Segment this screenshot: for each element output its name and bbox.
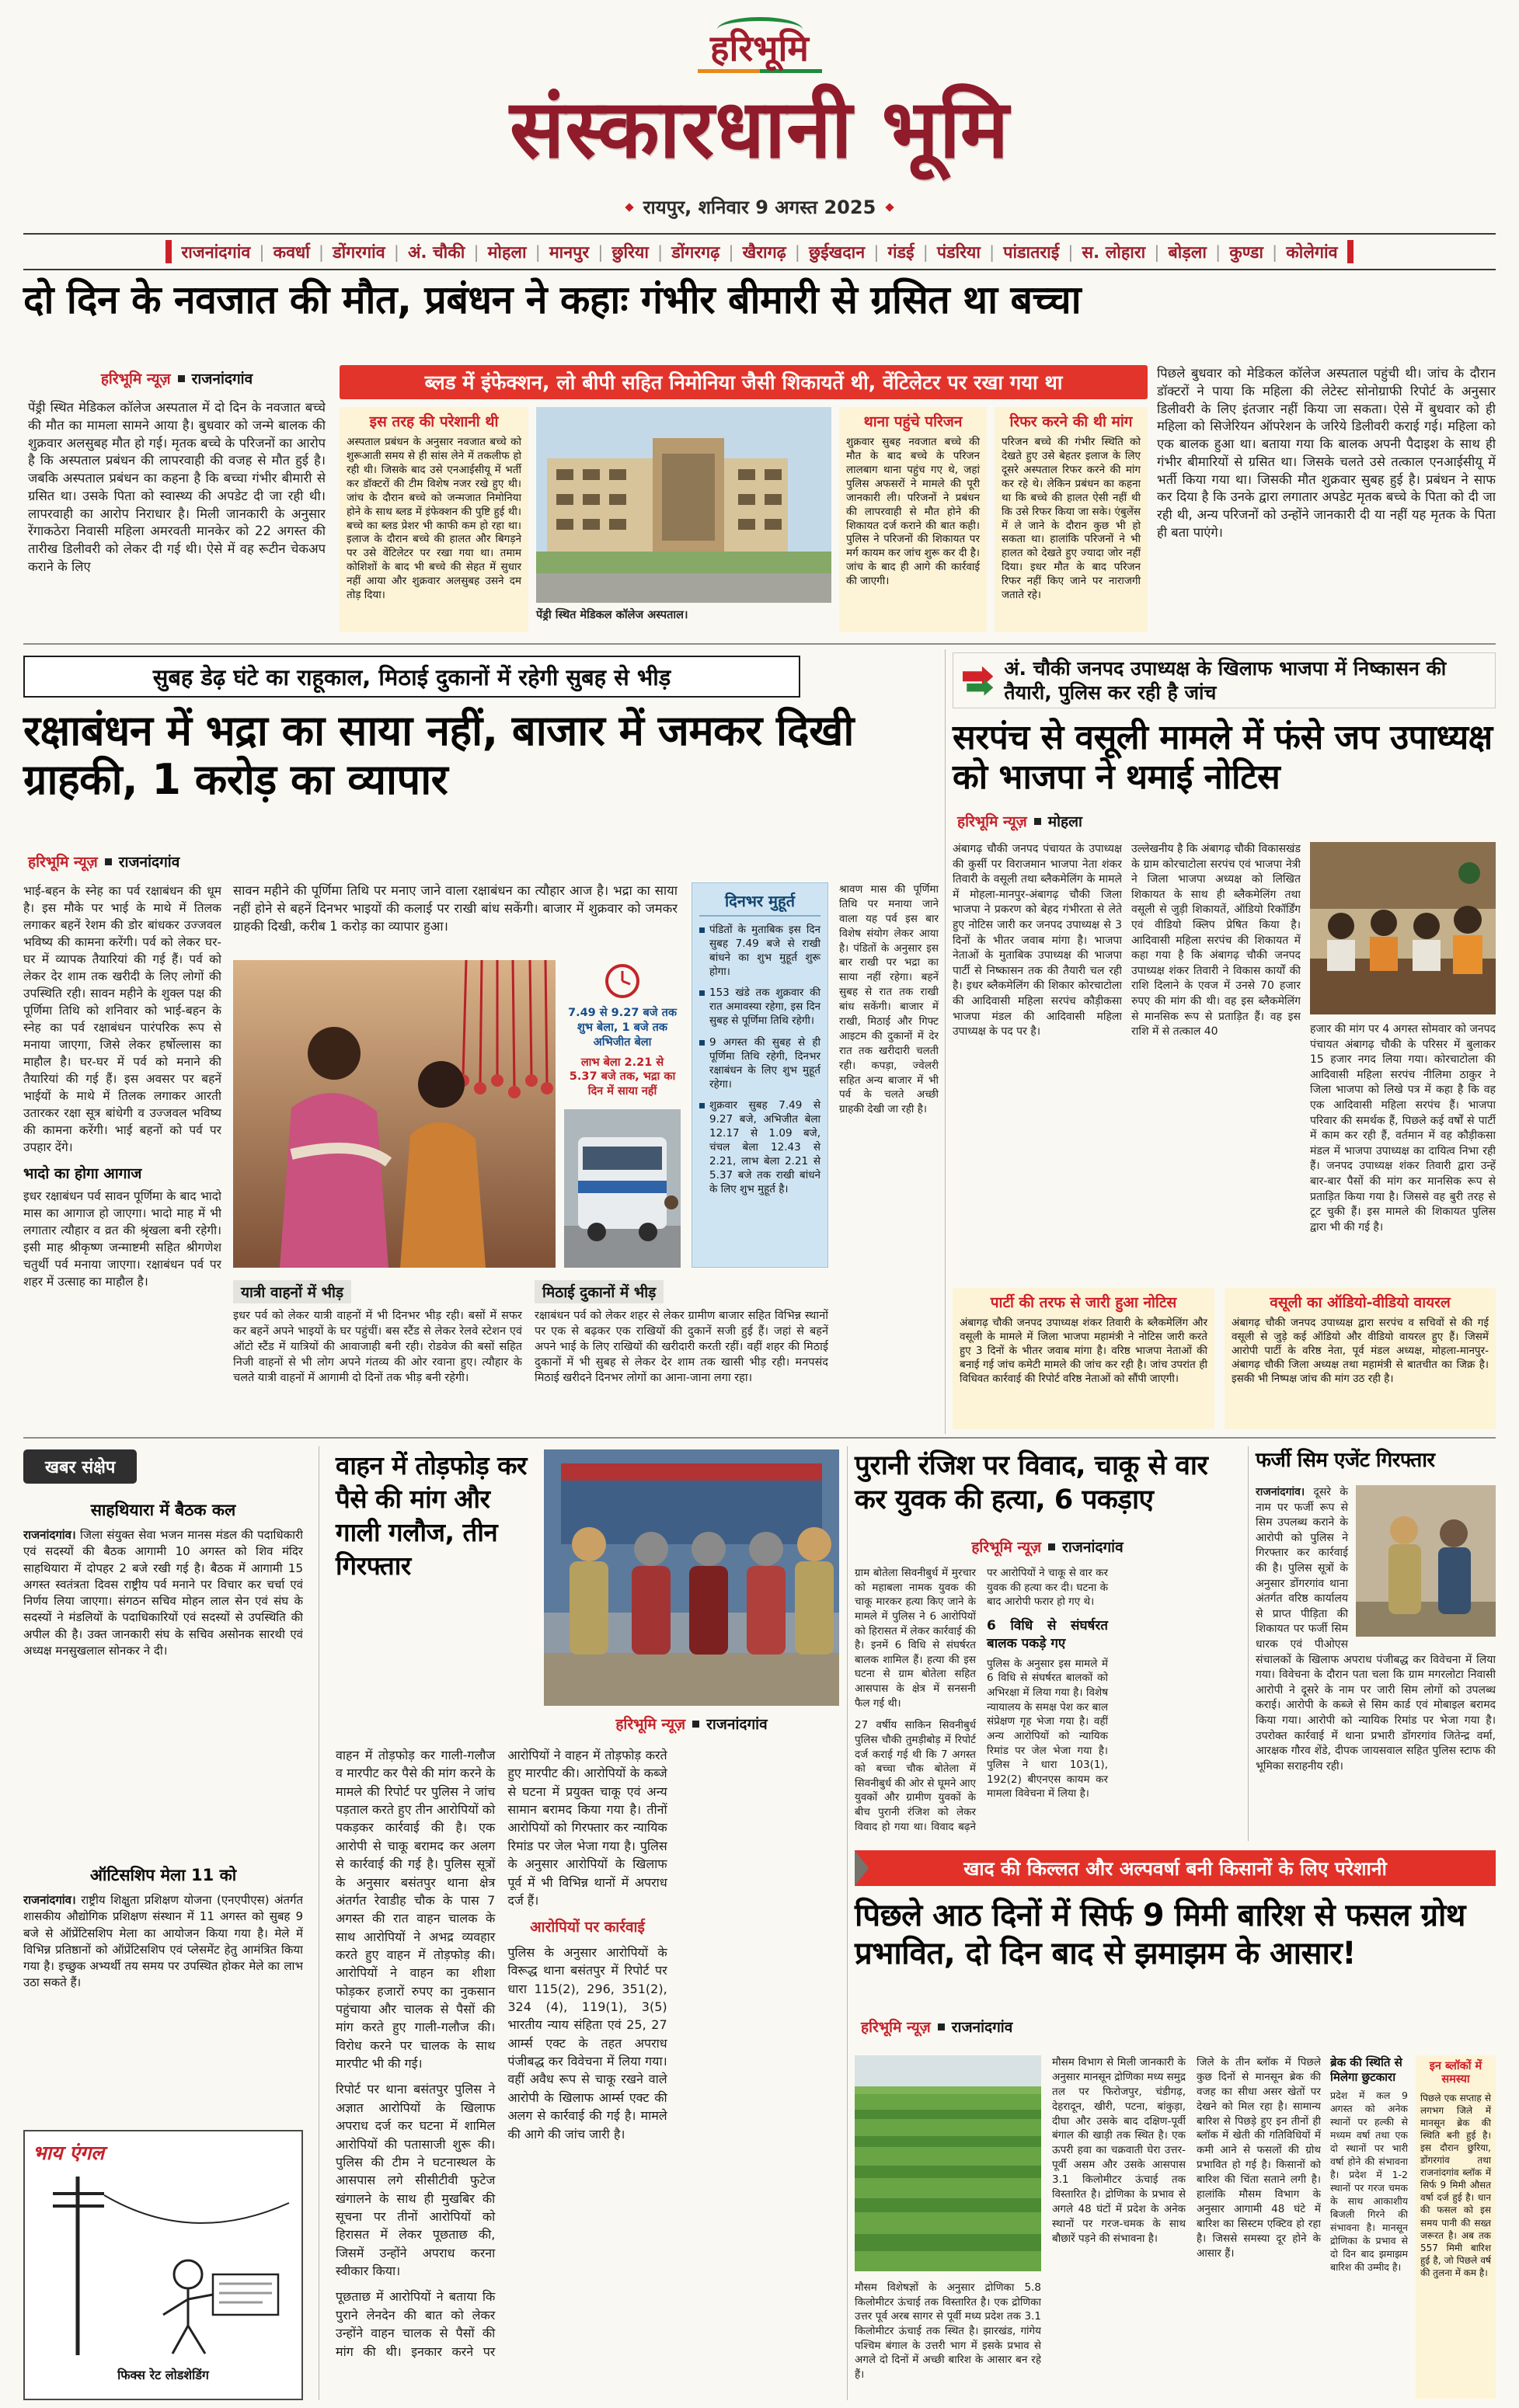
masthead [0, 0, 1519, 225]
date-diamond-icon [625, 203, 633, 211]
byline-agency: हरिभूमि न्यूज़ [971, 1539, 1042, 1556]
subhead-action: आरोपियों पर कार्रवाई [530, 1919, 645, 1936]
muhurat-time-box [564, 960, 681, 1101]
factbox-viral [1225, 1288, 1496, 1429]
byline-agency: हरिभूमि न्यूज़ [957, 813, 1027, 830]
cities-nav [23, 233, 1496, 270]
byline-separator [1034, 818, 1041, 825]
byline-agency: हरिभूमि न्यूज़ [28, 854, 98, 871]
story-headline: फर्जी सिम एजेंट गिरफ्तार [1256, 1449, 1435, 1472]
story-body-left: पेंड्री स्थित मेडिकल कॉलेज अस्पताल में दो दिन के नवजात बच्चे की मौत का मामला सामने आया है। बुधवार को जन्मे बालक की शुक्रवार अलसुबह मौत हो गई। मृतक बच्चे के परिजनों का आरोप है कि अस्पताल प्रबंधन की लापरवाही की वजह से मौत हुई है। जबकि अस्पताल प्रबंधन का कहना है कि बच्चा गंभीर बीमारी से ग्रसित था। उसके पिता को स्वास्थ्य की अपडेट दी जा रही थी। लापरवाही का आरोप निराधार है। मिली जानकारी के अनुसार रेंगाकठेरा निवासी महिला अमरवती मानकेर को 22 अगस्त की तारीख डिलीवरी को लेकर दी गई थी। ऐसे में वह रूटीन चेकअप कराने के लिए [28, 400, 326, 574]
sub-story-sweets [535, 1280, 828, 1428]
dateline-text: रायपुर, शनिवार 9 अगस्त 2025 [643, 197, 876, 218]
section-divider [23, 1437, 1496, 1439]
muhurat-item: 9 अगस्त की सुबह से ही पूर्णिमा तिथि रहेगी, दिनभर रक्षाबंधन के लिए शुभ मुहूर्त रहेगा। [699, 1035, 820, 1091]
nav-city-an-chauki: | अं. चौकी [385, 241, 465, 263]
factbox-text: अस्पताल प्रबंधन के अनुसार नवजात बच्चे को शुरूआती समय से ही सांस लेने में तकलीफ हो रही थी। जिसके बाद उसे एनआईसीयू में भर्ती कर डॉक्टरों की टीम विशेष नजर रखे हुए थी। जांच के दौरान बच्चे को जन्मजात निमोनिया होने के साथ ब्लड में इंफेक्शन की पुष्टि हुई थी। बच्चे का ब्लड प्रेशर भी काफी कम हो रहा था। इलाज के दौरान बच्चे की हालत और बिगड़ने पर उसे वेंटिलेटर पर रखा गया था। तमाम कोशिशों के बाद भी बच्चे की सेहत में सुधार नहीं आया और शुक्रवार अलसुबह उसने दम तोड़ दिया। [347, 435, 521, 602]
muhurat-list-box [692, 882, 828, 1268]
strip-text: खाद की किल्लत और अल्पवर्षा बनी किसानों के लिए परेशानी [963, 1856, 1387, 1880]
nav-city-kunda: | कुण्डा [1207, 241, 1263, 263]
sub-story-title: ब्रेक की स्थिति से मिलेगा छुटकारा [1330, 2055, 1402, 2084]
photo-caption: पेंड्री स्थित मेडिकल कॉलेज अस्पताल। [536, 609, 688, 621]
story-body [1256, 1485, 1496, 1836]
byline [855, 1536, 1240, 1557]
muhurat-box-title: दिनभर मुहूर्त [699, 890, 820, 917]
factbox-title: इस तरह की परेशानी थी [369, 413, 499, 430]
story-col-photo-below: मौसम विशेषज्ञों के अनुसार द्रोणिका 5.8 किलोमीटर ऊंचाई तक विस्तारित है। एक द्रोणिका उत्तर पूर्व अरब सागर से पूर्वी मध्य प्रदेश तक 3.1 किलोमीटर ऊंचाई तक स्थित है। झारखंड, गांगेय पश्चिम बंगाल के उत्तरी भाग में इसके प्रभाव से अगले दो दिनों में अच्छी बारिश के आसार बन रहे हैं। [855, 2281, 1041, 2381]
nav-city-dongargaon: | डोंगरगांव [310, 241, 385, 263]
byline-place: राजनांदगांव [191, 371, 253, 388]
byline-agency: हरिभूमि न्यूज़ [861, 2019, 931, 2036]
sim-agent-photo-art [1356, 1485, 1496, 1637]
briefs-header [23, 1449, 137, 1484]
byline [23, 368, 330, 388]
story-headline: सरपंच से वसूली मामले में फंसे जप उपाध्यक्ष को भाजपा ने थमाई नोटिस [953, 718, 1493, 798]
bus-stand-photo [564, 1109, 681, 1268]
logo-tricolor-bar [698, 69, 822, 73]
story-paragraph: पूछताछ में आरोपियों ने बताया कि पुराने लेनदेन की बात को लेकर उन्होंने वाहन चालक से पैसों की मांग की थी। इनकार करने पर आरोपियों ने वाहन में तोड़फोड़ करते हुए मारपीट की। आरोपियों के कब्जे से घटना में प्रयुक्त चाकू एवं अन्य सामान बरामद किया गया है। तीनों आरोपियों को गिरफ्तार कर न्यायिक रिमांड पर जेल भेजा गया है। पुलिस के अनुसार आरोपियों के खिलाफ पूर्व में भी विभिन्न थानों में अपराध दर्ज हैं। [336, 1748, 667, 2359]
brief-title: ऑटिसशिप मेला 11 को [89, 1866, 237, 1884]
byline-agency: हरिभूमि न्यूज़ [615, 1716, 686, 1733]
nav-city-dongargarh: | डोंगरगढ़ [649, 241, 719, 263]
factbox-blocks [1416, 2055, 1496, 2399]
nav-city-mohla: | मोहला [465, 241, 526, 263]
factbox-title: थाना पहुंचे परिजन [863, 413, 963, 430]
byline-place: राजनांदगांव [118, 854, 180, 871]
byline-separator [105, 858, 112, 865]
brief-item-mela [23, 1864, 303, 2113]
story-paragraph: 27 वर्षीय साकिन सिवनीबुर्ध पुलिस चौकी तुमड़ीबोड़ में रिपोर्ट दर्ज कराई गई थी कि 7 अगस्त को बच्चा चौक बोतेला में सिवनीबुर्ध की ओर से घूमने आए युवकों और ग्रामीण युवकों के बीच पुरानी रंजिश को लेकर विवाद हो गया था। विवाद बढ़ने पर आरोपियों ने चाकू से वार कर युवक की हत्या कर दी। घटना के बाद आरोपी फरार हो गए थे। [855, 1567, 1108, 1833]
logo-text: हरिभूमि [710, 27, 809, 69]
story-paragraph: पुलिस के अनुसार इस मामले में 6 विधि से संघर्षरत बालकों को अभिरक्षा में लिया गया है। विशेष न्यायालय के समक्ष पेश कर बाल संप्रेक्षण गृह भेजा गया है। वहीं अन्य आरोपियों को न्यायिक रिमांड पर जेल भेजा गया है। पुलिस ने धारा 103(1), 192(2) बीएनएस कायम कर मामला विवेचना में लिया है। [987, 1657, 1108, 1801]
brief-body: राष्ट्रीय शिक्षुता प्रशिक्षण योजना (एनएपीएस) अंतर्गत शासकीय औद्योगिक प्रशिक्षण संस्थान में 11 अगस्त को सुबह 9 बजे से ऑप्रेंटिसशिप मेला का आयोजन किया गया है। मेले में विभिन्न प्रतिष्ठानों को ऑप्रेंटिसशिप एवं प्लेसमेंट हेतु आमंत्रित किया गया है। इच्छुक अभ्यर्थी तय समय पर उपस्थित होकर मेले का लाभ उठा सकते हैं। [23, 1893, 303, 1990]
strip-notch-icon [855, 1850, 869, 1886]
story-columns [336, 1746, 839, 2368]
byline-agency: हरिभूमि न्यूज़ [100, 371, 171, 388]
byline [957, 811, 1268, 831]
cartoon-box [23, 2130, 303, 2400]
nav-city-gandai: | गंडई [865, 241, 914, 263]
story-paragraph: भाई-बहन के स्नेह का पर्व रक्षाबंधन की धूम है। इस मौके पर भाई के माथे में तिलक लगाकर बहनें रेशम की डोर बांधकर उज्जवल भविष्य की कामना करेंगी। पर्व को लेकर घर-घर में व्यापक तैयारियां की गई हैं। पर्व को लेकर देर शाम तक खरीदी के लिए लोगों की उपस्थिति रही। सावन महीने के शुक्ल पक्ष की पूर्णिमा तिथि को शनिवार को भाई-बहन के स्नेह का पर्व रक्षाबंधन पारंपरिक रूप से मनाया जाएगा, जिसे लेकर हर्षोल्लास का माहौल है। घर-घर में पर्व को मनाने की तैयारियां की गई हैं। इस अवसर पर बहनें भाईयों के माथे में तिलक लगाकर आरती उतारकर रक्षा सूत्र बांधेगी व उज्जवल भविष्य की कामना करेंगी। भाई बहनों को पर्व पर उपहार देंगे। [23, 884, 221, 1154]
factbox-text: पिछले एक सप्ताह से लगभग जिले में मानसून ब्रेक की स्थिति बनी हुई है। इस दौरान छुरिया, डोंगरगांव तथा राजनांदगांव ब्लॉक में सिर्फ 9 मिमी औसत वर्षा दर्ज हुई है। धान की फसल को इस समय पानी की सख्त जरूरत है। अब तक 557 मिमी बारिश हुई है, जो पिछले वर्ष की तुलना में कम है। [1420, 2092, 1491, 2278]
nav-city-bodla: | बोड़ला [1145, 241, 1207, 263]
section-divider [23, 643, 1496, 645]
nav-city-chhuikhadан: | छुईखदान [786, 241, 865, 263]
newspaper-logo [698, 17, 822, 73]
shubh-bela-time: 7.49 से 9.27 बजे तक शुभ बेला, 1 बजे तक अभिजीत बेला [568, 1007, 677, 1049]
bjp-meeting-photo [1310, 842, 1496, 1014]
factbox-text: अंबागढ़ चौकी जनपद उपाध्यक्ष शंकर तिवारी के ब्लैकमेलिंग और वसूली के मामले में जिला भाजपा महामंत्री ने नोटिस जारी करते हुए 3 दिनों के भीतर जवाब मांगा है। वरिष्ठ भाजपा नेताओं की बनाई गई जांच कमेटी मामले की जांच कर रही है। जांच उपरांत ही विधिवत कार्रवाई की रिपोर्ट वरिष्ठ नेताओं को सौंपी जाएगी। [960, 1316, 1207, 1385]
nav-city-churiya: | छुरिया [589, 241, 649, 263]
story-col-2: उल्लेखनीय है कि अंबागढ़ चौकी विकासखंड के ग्राम कोरचाटोला सरपंच एवं भाजपा नेत्री ने जिला भाजपा अध्यक्ष को लिखित शिकायत के साथ ही ब्लैकमेलिंग तथा वसूली से जुड़ी शिकायतें, ऑडियो रिकॉर्डिंग एवं वीडियो क्लिप प्रेषित किया है। आदिवासी महिला सरपंच की शिकायत में कहा गया है कि अंबागढ़ चौकी जनपद उपाध्यक्ष शंकर तिवारी ने विकास कार्यों की राशि दिलाने के एवज में उनसे 70 हजार रुपए की मांग की थी। वह इस ब्लैकमेलिंग से मानसिक रूप से प्रताड़ित हैं। वह इस राशि में से तत्काल 40 [1131, 843, 1301, 1039]
brief-place: राजनांदगांव। [23, 1528, 76, 1542]
factbox-notice [953, 1288, 1214, 1429]
muhurat-item: 153 खंडे तक शुक्रवार की रात अमावस्या रहेगा, इस दिन सुबह से पूर्णिमा तिथि रहेगी। [699, 986, 820, 1028]
story-body [855, 1566, 1240, 1838]
byline-place: मोहला [1047, 813, 1082, 830]
byline-place: राजनांदगांव [1062, 1539, 1124, 1556]
byline [544, 1714, 839, 1734]
factbox-title: रिफर करने की थी मांग [1009, 413, 1133, 430]
hospital-photo-art [536, 407, 831, 603]
bus-stand-photo-art [564, 1109, 681, 1268]
factbox-title: वसूली का ऑडियो-वीडियो वायरल [1270, 1294, 1451, 1311]
brief-item-meeting [23, 1499, 303, 1841]
nav-city-pandatarai: | पांडातराई [981, 241, 1059, 263]
factbox-problems [340, 407, 528, 632]
brief-place: राजनांदगांव। [23, 1893, 76, 1907]
muhurat-item: शुक्रवार सुबह 7.49 से 9.27 बजे, अभिजीत बेला 12.17 से 1.09 बजे, चंचल बेला 12.43 से 2.21, लाभ बेला 2.21 से 5.37 बजे तक राखी बांधने के लिए शुभ मुहूर्त है। [699, 1098, 820, 1197]
hospital-photo-figure [536, 407, 831, 632]
story-col-4: श्रावण मास की पूर्णिमा तिथि पर मनाया जाने वाला यह पर्व इस बार विशेष संयोग लेकर आया है। पंडितों के अनुसार इस बार राखी पर भद्रा का साया नहीं रहेगा। बहनें सुबह से रात तक राखी बांध सकेंगी। बाजार में राखी, मिठाई और गिफ्ट आइटम की दुकानों में देर रात तक खरीदारी चलती रही। कपड़ा, ज्वेलरी सहित अन्य बाजार में भी पर्व के चलते अच्छी ग्राहकी देखी जा रही है। [839, 883, 939, 1116]
paddy-field-photo-art [855, 2055, 1041, 2271]
story-paragraph: वाहन में तोड़फोड़ कर गाली-गलौज व मारपीट कर पैसे की मांग करने के मामले की रिपोर्ट पर पुलिस ने जांच पड़ताल करते हुए तीन आरोपियों को पकड़कर कार्रवाई की है। एक आरोपी से चाकू बरामद कर अलग से कार्रवाई की गई है। पुलिस सूत्रों के अनुसार बसंतपुर थाना क्षेत्र अंतर्गत रेवाडीह चौक के पास 7 अगस्त की रात वाहन चालक के साथ आरोपियों ने अभद्र व्यवहार करते हुए वाहन में तोड़फोड़ की। आरोपियों ने वाहन का शीशा फोड़कर हजारों रुपए का नुकसान पहुंचाया और चालक से पैसों की मांग करते हुए गाली-गलौज की। विरोध करने पर चालक के साथ मारपीट भी की गई। [336, 1748, 496, 2072]
date-diamond-icon [886, 203, 894, 211]
sub-story-text: प्रदेश में कल 9 अगस्त को अनेक स्थानों पर हल्की से मध्यम वर्षा तथा एक दो स्थानों पर भारी वर्षा होने की संभावना है। प्रदेश में 1-2 स्थानों पर गरज चमक के साथ आकाशीय बिजली गिरने की संभावना है। मानसून द्रोणिका के प्रभाव से दो दिन बाद झमाझम बारिश की उम्मीद है। [1330, 2089, 1408, 2273]
sub-story-text: रक्षाबंधन पर्व को लेकर शहर से लेकर ग्रामीण बाजार सहित विभिन्न स्थानों पर एक से बढ़कर एक राखियों की दुकानें सजी हुई हैं। जहां से बहनें अपने भाई के लिए राखियों की खरीदारी करती रहीं। वहीं शहर की मिठाई दुकानों में भी सुबह से लेकर देर शाम तक खासी भीड़ रही। मनपसंद मिठाई खरीदने दिनभर लोगों का आना-जाना लगा रहा। [535, 1310, 828, 1384]
byline-separator [1048, 1543, 1055, 1550]
story-headline: वाहन में तोड़फोड़ कर पैसे की मांग और गाली गलौज, तीन गिरफ्तार [336, 1450, 527, 1581]
sub-story-buses [233, 1280, 522, 1428]
nav-city-kawardha: | कवर्धा [250, 241, 310, 263]
brief-body: जिला संयुक्त सेवा भजन मानस मंडल की पदाधिकारी एवं सदस्यों की बैठक आगामी 10 अगस्त को शिव मंदिर साहथियारा में दोपहर 2 बजे रखी गई है। बैठक में आगामी 15 अगस्त स्वतंत्रता दिवस राष्ट्रीय पर्व मनाने पर विचार कर चर्चा एवं निर्णय लिया जाएगा। संगठन सचिव मोहन लाल सेन एवं संघ के सदस्यों ने मंडलियों के पदाधिकारियों एवं सदस्यों से उपस्थिति की अपील की है। उक्त जानकारी संघ के सचिव असोनक सारथी एवं अध्यक्ष मनसुखलाल सोनकर ने दी। [23, 1528, 303, 1658]
highlight-banner: ब्लड में इंफेक्शन, लो बीपी सहित निमोनिया जैसी शिकायतें थी, वेंटिलेटर पर रखा गया था [340, 365, 1148, 399]
story-lead: सावन महीने की पूर्णिमा तिथि पर मनाए जाने वाला रक्षाबंधन का त्यौहार आज है। भद्रा का साया नहीं होने से बहनें दिनभर भाइयों की कलाई पर राखी बांध सकेंगी। बाजार में शुक्रवार को जमकर ग्राहकी दिखी, करीब 1 करोड़ का व्यापार हुआ। [233, 883, 678, 934]
factbox-refer [995, 407, 1148, 632]
byline-place: राजनांदगांव [951, 2019, 1013, 2036]
story-text: दूसरे के नाम पर फर्जी रूप से सिम उपलब्ध कराने के आरोपी को पुलिस ने गिरफ्तार कर कार्रवाई की है। पुलिस सूत्रों के अनुसार डोंगरगांव थाना अंतर्गत वरिष्ठ कार्यालय से प्राप्त पीड़िता की शिकायत पर फर्जी सिम धारक एवं पीओएस संचालकों के खिलाफ अपराध पंजीबद्ध कर विवेचना में लिया गया। विवेचना के दौरान पता चला कि ग्राम मगरलोटा निवासी आरोपी ने दूसरे के नाम पर जारी सिम लोगों को उपलब्ध कराई। आरोपी के कब्जे से सिम कार्ड एवं मोबाइल बरामद किया गया। आरोपी को न्यायिक रिमांड पर भेजा गया है। उपरोक्त कार्रवाई में थाना प्रभारी डोंगरगांव जितेन्द्र वर्मा, आरक्षक गौरव शेंडे, दीपक जायसवाल सहित पुलिस स्टाफ की भूमिका सराहनीय रही। [1256, 1486, 1496, 1773]
sim-agent-photo [1356, 1485, 1496, 1637]
nav-city-s-lohara: | स. लोहारा [1059, 241, 1145, 263]
clock-icon [604, 963, 640, 999]
story-col-1: मौसम विभाग से मिली जानकारी के अनुसार मानसून द्रोणिका मध्य समुद्र तल पर फिरोजपुर, चंडीगढ़, देहरादून, खीरी, पटना, बांकुड़ा, दीघा और उसके बाद दक्षिण-पूर्वी बंगाल की खाड़ी तक स्थित है। एक ऊपरी हवा का चक्रवाती घेरा उत्तर-पूर्वी असम और उसके आसपास 3.1 किलोमीटर ऊंचाई तक विस्तारित है। द्रोणिका के प्रभाव से अगले 48 घंटों में प्रदेश के अनेक स्थानों पर गरज-चमक के साथ बौछारें पड़ने की संभावना है। [1052, 2056, 1186, 2245]
story-col-2: जिले के तीन ब्लॉक में पिछले कुछ दिनों से मानसून ब्रेक की वजह का सीधा असर खेतों पर देखने को मिल रहा है। सामान्य बारिश से पिछड़े हुए इन तीनों ही ब्लॉक में खेती की गतिविधियों में कमी आने से फसलों की ग्रोथ प्रभावित हो गई है। किसानों को बारिश की चिंता सताने लगी है। हालांकि मौसम विभाग के अनुसार आगामी 48 घंटे में बारिश का सिस्टम एक्टिव हो रहा है। जिससे समस्या दूर होने के आसार हैं। [1197, 2056, 1321, 2260]
brief-text [23, 1892, 303, 1992]
byline-separator [938, 2023, 945, 2030]
subhead-bhado: भादो का होगा आगाज [23, 1165, 142, 1182]
story-headline: पिछले आठ दिनों में सिर्फ 9 मिमी बारिश से फसल ग्रोथ प्रभावित, दो दिन बाद से झमाझम के आसार! [855, 1898, 1465, 1971]
story-col-1 [23, 882, 221, 1428]
factbox-title: पार्टी की तरफ से जारी हुआ नोटिस [990, 1294, 1177, 1311]
story-paragraph: ग्राम बोतेला सिवनीबुर्ध में मुरचार को महाबला नामक युवक की चाकू मारकर हत्या किए जाने के मामले में पुलिस ने 6 आरोपियों को हिरासत में लेकर कार्रवाई की है। इनमें 6 विधि से संघर्षरत बालक शामिल हैं। हत्या की इस घटना से ग्राम बोतेला सहित आसपास के क्षेत्र में सनसनी फैल गई थी। [855, 1567, 976, 1710]
factbox-text: परिजन बच्चे की गंभीर स्थिति को देखते हुए उसे बेहतर इलाज के लिए दूसरे अस्पताल रिफर करने की मांग कर रहे थे। लेकिन प्रबंधन का कहना था कि बच्चे की हालत ऐसी नहीं थी कि उसे रिफर किया जा सके। एंबुलेंस में ले जाने के दौरान कुछ भी हो सकता था। हालांकि परिजनों ने भी हालत को देखते हुए ज्यादा जोर नहीं दिया। इधर मौत के बाद परिजन रिफर नहीं किए जाने पर नाराजगी जताते रहे। [1002, 435, 1141, 602]
dateline [0, 194, 1519, 220]
story-paragraph: रिपोर्ट पर थाना बसंतपुर पुलिस ने अज्ञात आरोपियों के खिलाफ अपराध दर्ज कर घटना में शामिल आरोपियों की पतासाजी शुरू की। पुलिस की टीम ने घटनास्थल के आसपास लगे सीसीटीवी फुटेज खंगालने के साथ ही मुखबिर की सूचना पर तीनों आरोपियों को हिरासत में लेकर पूछताछ की, जिसमें उन्होंने अपराध करना स्वीकार किया। [336, 2082, 496, 2279]
nav-city-kolegaon: | कोलेगांव [1263, 241, 1338, 263]
story-columns [855, 1566, 1240, 1838]
story-kicker [953, 652, 1496, 708]
story-col-1: अंबागढ़ चौकी जनपद पंचायत के उपाध्यक्ष की कुर्सी पर विराजमान भाजपा नेता शंकर तिवारी के वसूली तथा ब्लैकमेलिंग के मामले में मोहला-मानपुर-अंबागढ़ चौकी जिला भाजपा ने प्रकरण को बेहद गंभीरता से लेते हुए नोटिस जारी कर जनपद उपाध्यक्ष से 3 दिनों के भीतर जवाब मांगा है। भाजपा नेताओं के मुताबिक उपाध्यक्ष की भाजपा पार्टी से निष्कासन तक की तैयारी चल रही है। इधर ब्लैकमेलिंग की शिकार कोरचाटोला की आदिवासी महिला सरपंच कौड़ीकसा भाजपा मंडल की आदिवासी महिला उपाध्यक्ष के पद पर है। [953, 843, 1122, 1039]
story-body-right: पिछले बुधवार को मेडिकल कॉलेज अस्पताल पहुंची थी। जांच के दौरान डॉक्टरों ने पाया कि महिला की लेटेस्ट सोनोग्राफी रिपोर्ट के अनुसार डिलीवरी के लिए इंतजार नहीं किया जा सकता। ऐसे में बुधवार को ही महिला को सिजेरियन ऑपरेशन के जरिये डिलीवरी कराई गई। महिला को एक बालक हुआ था। बताया गया कि बालक अपनी पैदाइश के साथ ही गंभीर बीमारियों से ग्रसित था। जिसके चलते उसे तत्काल एनआईसीयू में भर्ती किया गया था। जिसकी मौत शुक्रवार सुबह हुई है। प्रबंधन ने साफ कर दिया है कि उनके द्वारा लगातार अपडेट मृतक बच्चे के पिता को दी जा रही थी, अन्य परिजनों को उन्होंने जानकारी दी या नहीं यह मृतक के पिता ही बता पाएंगे। [1157, 366, 1496, 540]
kicker-arrow-icon [963, 659, 993, 701]
rakhi-shopping-photo-art [233, 960, 556, 1268]
sub-story-relief [1330, 2055, 1408, 2399]
muhurat-list [699, 923, 820, 1196]
factbox-title: इन ब्लॉकों में समस्या [1429, 2060, 1482, 2086]
story-paragraph: इधर रक्षाबंधन पर्व सावन पूर्णिमा के बाद भादो मास का आगाज हो जाएगा। भादो माह में भी लगातार त्यौहार व व्रत की श्रृंखला बनी रहेगी। इसी माह श्रीकृष्ण जन्माष्टमी सहित श्रीगणेश चतुर्थी पर्व मनाया जाएगा। रक्षाबंधन पर्व पर शहर में उत्साह का माहौल है। [23, 1188, 221, 1289]
factbox-text: अंबागढ़ चौकी जनपद उपाध्यक्ष द्वारा सरपंच व सचिवों से की गई वसूली से जुड़े कई ऑडियो और वीडियो वायरल हुए हैं। जिसमें आरोपी पार्टी के वरिष्ठ नेता, पूर्व मंडल अध्यक्ष, मोहला-मानपुर-अंबागढ़ चौकी जिला अध्यक्ष तथा महामंत्री से बातचीत का जिक्र है। इसकी भी निष्पक्ष जांच की मांग उठ रही है। [1232, 1316, 1489, 1385]
bjp-meeting-photo-art [1310, 842, 1496, 1014]
edition-title: संस्कारधानी भूमि [509, 82, 1010, 176]
briefs-title: खबर संक्षेप [23, 1449, 137, 1484]
sub-story-title: मिठाई दुकानों में भीड़ [535, 1280, 664, 1303]
cartoon-title: भाय एंगल [33, 2142, 105, 2164]
arrest-photo [544, 1449, 839, 1706]
story-paragraph: पुलिस के अनुसार आरोपियों के विरूद्ध थाना बसंतपुर में रिपोर्ट पर धारा 115(2), 296, 351(2), 324 (4), 119(1), 3(5) भारतीय न्याय संहिता एवं 25, 27 आर्म्स एक्ट के तहत अपराध पंजीबद्ध कर विवेचना में लिया गया। वहीं अवैध रूप से चाकू रखने वाले आरोपी के खिलाफ आर्म्स एक्ट की अलग से कार्रवाई की गई है। मामले की आगे की जांच जारी है। [507, 1944, 667, 2142]
column-divider [847, 1446, 848, 2400]
sub-story-text: इधर पर्व को लेकर यात्री वाहनों में भी दिनभर भीड़ रही। बसों में सफर कर बहनें अपने भाइयों के घर पहुंचीं। बस स्टैंड से लेकर रेलवे स्टेशन एवं ऑटो स्टैंड में यात्रियों की आवाजाही बनी रही। रोडवेज की बसों सहित निजी वाहनों से भी लोग अपने गंतव्य की ओर रवाना हुए। त्यौहार के चलते यात्री वाहनों में आगामी दो दिनों तक भीड़ बनी रहेगी। [233, 1310, 522, 1384]
story-kicker: सुबह डेढ़ घंटे का राहूकाल, मिठाई दुकानों में रहेगी सुबह से भीड़ [23, 656, 800, 698]
story-headline: पुरानी रंजिश पर विवाद, चाकू से वार कर युवक की हत्या, 6 पकड़ाए [855, 1450, 1208, 1515]
sub-story-title: यात्री वाहनों में भीड़ [233, 1280, 351, 1303]
story-body [336, 1746, 839, 2368]
byline-separator [178, 375, 185, 382]
story-headline: रक्षाबंधन में भद्रा का साया नहीं, बाजार में जमकर दिखी ग्राहकी, 1 करोड़ का व्यापार [23, 706, 854, 804]
byline [861, 2017, 1187, 2037]
arrest-photo-art [544, 1449, 839, 1706]
nav-endcap-left [165, 240, 172, 263]
rakhi-shopping-photo [233, 960, 556, 1268]
byline-place: राजनांदगांव [706, 1716, 768, 1733]
cartoon-caption: फिक्स रेट लोडशेडिंग [117, 2368, 209, 2382]
story-place: राजनांदगांव। [1256, 1486, 1305, 1498]
nav-city-manpur: | मानपुर [527, 241, 590, 263]
column-divider [1248, 1446, 1249, 1841]
brief-title: साहथियारा में बैठक कल [90, 1501, 236, 1519]
factbox-police [839, 407, 987, 632]
brief-text [23, 1527, 303, 1659]
byline [28, 851, 339, 872]
column-divider [945, 649, 946, 1434]
kicker-text: अं. चौकी जनपद उपाध्यक्ष के खिलाफ भाजपा में निष्कासन की तैयारी, पुलिस कर रही है जांच [1004, 657, 1447, 704]
nav-endcap-right [1347, 240, 1354, 263]
hospital-photo [536, 407, 831, 603]
muhurat-item: पंडितों के मुताबिक इस दिन सुबह 7.49 बजे से राखी बांधने का शुभ मुहूर्त शुरू होगा। [699, 923, 820, 979]
story-headline: दो दिन के नवजात की मौत, प्रबंधन ने कहाः गंभीर बीमारी से ग्रसित था बच्चा [23, 277, 1082, 322]
factbox-text: शुक्रवार सुबह नवजात बच्चे की मौत के बाद बच्चे के परिजन लालबाग थाना पहुंच गए थे, जहां पुलिस अफसरों ने मामले की पूरी जानकारी ली। परिजनों ने प्रबंधन की लापरवाही से मौत होने की शिकायत दर्ज कराने की बात कही। पुलिस ने परिजनों की शिकायत पर मर्ग कायम कर जांच शुरू कर दी है। जांच के बाद ही आगे की कार्रवाई की जाएगी। [846, 435, 980, 588]
cartoon-illustration [33, 2166, 294, 2360]
paddy-field-photo [855, 2055, 1041, 2271]
labh-bela-time: लाभ बेला 2.21 से 5.37 बजे तक, भद्रा का दिन में साया नहीं [569, 1056, 676, 1098]
byline-separator [692, 1721, 699, 1728]
nav-city-khairagarh: | खैरागढ़ [719, 241, 786, 263]
nav-city-pandariya: | पंडरिया [915, 241, 981, 263]
story-col-3: हजार की मांग पर 4 अगस्त सोमवार को जनपद पंचायत अंबागढ़ चौकी के परिसर में बुलाकर 15 हजार नगद लिया गया। कोरचाटोला की आदिवासी महिला सरपंच नीलिमा ठाकुर ने जिला भाजपा को लिखे पत्र में कहा है कि वह एक आदिवासी महिला सरपंच हैं। भाजपा परिवार की समर्थक हैं, पिछले कई वर्षों से पार्टी में काम कर रही हैं, वर्तमान में वह कौड़ीकसा मंडल में भाजपा उपाध्यक्ष का दायित्व निभा रही हैं। जनपद उपाध्यक्ष शंकर तिवारी द्वारा उन्हें बार-बार पैसों की मांग कर मानसिक रूप से प्रताड़ित किया गया है। जिससे वह बुरी तरह से टूट चुकी हैं। इस मामले की शिकायत पुलिस द्वारा भी की गई है। [1310, 1023, 1496, 1234]
subhead-juveniles: 6 विधि से संघर्षरत बालक पकड़े गए [987, 1617, 1108, 1652]
highlight-strip [855, 1850, 1496, 1886]
nav-city-rajnandgaon: राजनांदगांव [181, 242, 251, 263]
